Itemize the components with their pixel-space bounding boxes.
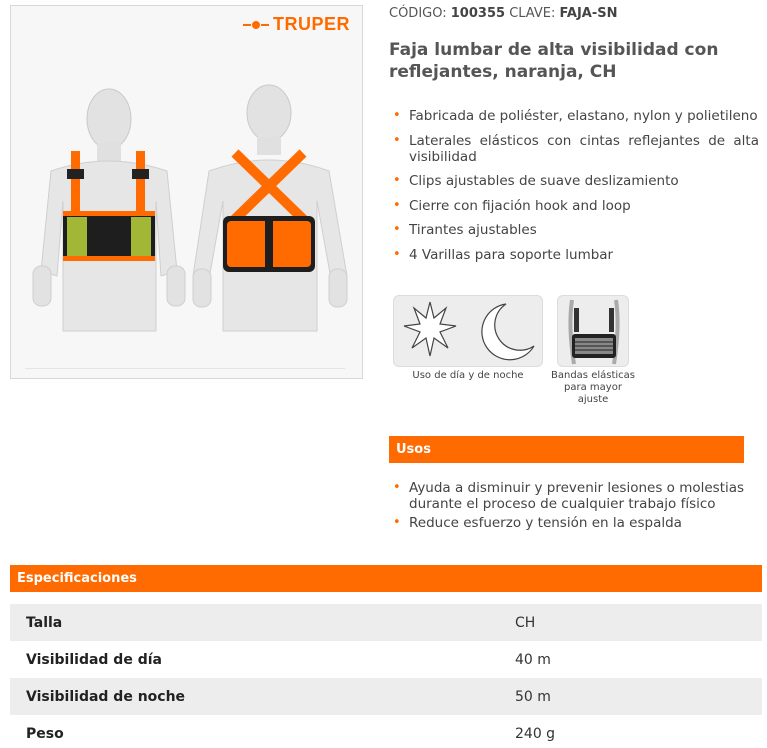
product-image <box>10 5 363 379</box>
back-mannequin <box>193 85 347 331</box>
truper-logo <box>243 14 350 35</box>
list-item: • Reduce esfuerzo y tensión en la espalda <box>393 515 753 531</box>
table-row <box>10 715 762 748</box>
list-item: • Ayuda a disminuir y prevenir lesiones o molestias durante el proceso de cualquier trabajo físico <box>393 480 753 512</box>
features-list <box>393 108 759 271</box>
spec-value: 240 g <box>515 725 556 742</box>
icon-caption: Uso de día y de noche <box>412 370 524 381</box>
list-item: • Clips ajustables de suave deslizamiento <box>393 173 759 189</box>
truper-logo-icon <box>243 18 269 32</box>
code-value: 100355 <box>450 6 506 21</box>
spec-value: 40 m <box>515 651 551 668</box>
logo-text: TRUPER <box>272 14 350 34</box>
list-item: • Fabricada de poliéster, elastano, nylon y polietileno <box>393 108 759 124</box>
list-item: • Laterales elásticos con cintas reflejantes de alta visibilidad <box>393 133 759 165</box>
table-row <box>10 641 762 678</box>
specs-heading: Especificaciones <box>10 565 762 592</box>
mannequin-figures <box>11 81 364 341</box>
image-footer-rule <box>25 368 345 369</box>
product-code-line <box>389 6 618 21</box>
list-item: • 4 Varillas para soporte lumbar <box>393 247 759 263</box>
key-label: CLAVE: <box>509 6 556 21</box>
table-row <box>10 678 762 715</box>
spec-label: Visibilidad de noche <box>26 688 186 705</box>
specs-table <box>10 604 762 748</box>
list-item: • Cierre con fijación hook and loop <box>393 198 759 214</box>
code-label: CÓDIGO: <box>389 6 447 21</box>
spec-label: Talla <box>26 614 63 631</box>
sun-moon-icon <box>393 295 543 367</box>
list-item: • Tirantes ajustables <box>393 222 759 238</box>
key-value: FAJA-SN <box>559 6 618 21</box>
spec-value: 50 m <box>515 688 551 705</box>
elastic-band-icon <box>557 295 629 367</box>
uses-list <box>393 480 753 534</box>
icon-caption: Bandas elásticas para mayor ajuste <box>551 370 635 405</box>
product-title: Faja lumbar de alta visibilidad con reflejantes, naranja, CH <box>389 40 719 82</box>
spec-label: Visibilidad de día <box>26 651 162 668</box>
table-row <box>10 604 762 641</box>
front-mannequin <box>33 89 185 331</box>
uses-heading: Usos <box>389 436 744 463</box>
spec-value: CH <box>515 614 536 631</box>
spec-label: Peso <box>26 725 64 742</box>
